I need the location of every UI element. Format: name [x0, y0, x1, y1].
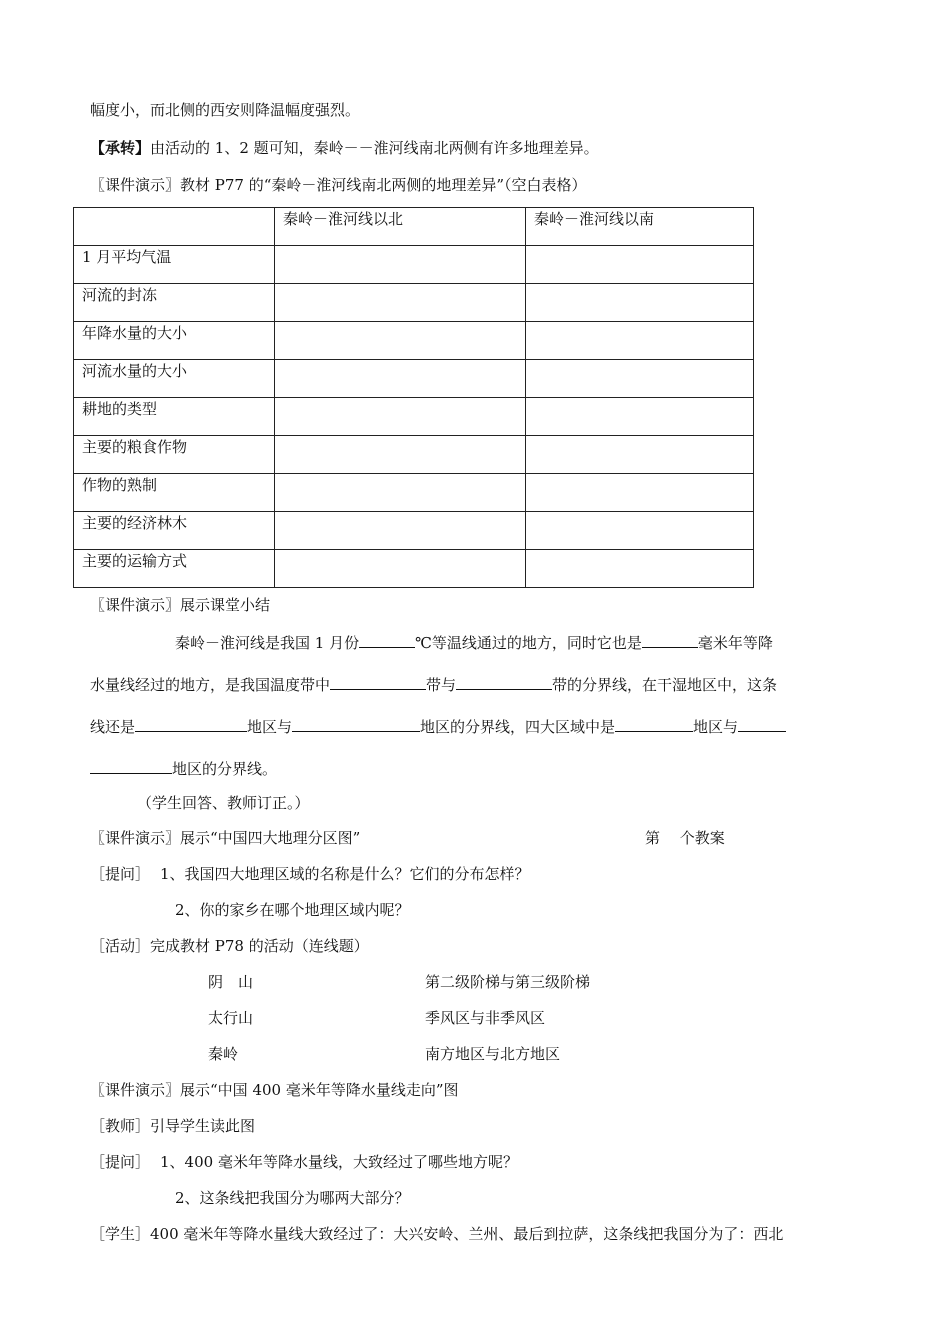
- question-tag: ［提问］: [90, 1153, 151, 1171]
- table-cell: [275, 284, 526, 322]
- table-cell: [526, 474, 754, 512]
- transition-text: 由活动的 1、2 题可知，秦岭－－淮河线南北两侧有许多地理差异。: [150, 139, 599, 157]
- table-row: [74, 398, 754, 436]
- fill-blank[interactable]: [359, 631, 415, 648]
- table-cell: [526, 512, 754, 550]
- fill-blank[interactable]: [738, 715, 786, 732]
- row-label: 主要的运输方式: [74, 550, 275, 588]
- fill-blank[interactable]: [642, 631, 698, 648]
- table-row: [74, 436, 754, 474]
- transition-paragraph: [90, 138, 599, 158]
- question-text: 1、我国四大地理区域的名称是什么？它们的分布怎样？: [160, 865, 530, 883]
- table-cell: [275, 246, 526, 284]
- table-cell: [275, 512, 526, 550]
- table-row: [74, 360, 754, 398]
- match-left-item[interactable]: 阴 山: [208, 973, 254, 991]
- row-label: 1 月平均气温: [74, 246, 275, 284]
- table-row: [74, 550, 754, 588]
- student-answer-note: （学生回答、教师订正。）: [137, 794, 310, 812]
- fill-blank[interactable]: [292, 715, 420, 732]
- table-cell: [526, 322, 754, 360]
- match-left-item[interactable]: 太行山: [208, 1009, 254, 1027]
- question-2-line: 2、你的家乡在哪个地理区域内呢？: [175, 901, 410, 919]
- fill-blank[interactable]: [90, 757, 172, 774]
- fill-blank[interactable]: [456, 673, 552, 690]
- demo-summary-heading: 〖课件演示〗展示课堂小结: [90, 596, 271, 614]
- table-header-cell: 秦岭－淮河线以北: [275, 208, 526, 246]
- table-cell: [526, 398, 754, 436]
- table-cell: [526, 284, 754, 322]
- table-header-row: [74, 208, 754, 246]
- row-label: 河流水量的大小: [74, 360, 275, 398]
- table-cell: [526, 360, 754, 398]
- match-right-item[interactable]: 南方地区与北方地区: [425, 1045, 561, 1063]
- table-row: [74, 474, 754, 512]
- summary-text: 毫米年等降: [697, 634, 773, 652]
- summary-text: 地区与: [693, 718, 739, 736]
- student-line: ［学生］400 毫米年等降水量线大致经过了：大兴安岭、兰州、最后到拉萨，这条线把我国分为了：西北: [90, 1225, 784, 1243]
- match-left-item[interactable]: 秦岭: [208, 1045, 239, 1063]
- table-cell: [526, 436, 754, 474]
- summary-text: 地区的分界线，四大区域中是: [420, 718, 616, 736]
- summary-text: 地区与: [247, 718, 293, 736]
- demo-precipitation-heading: 〖课件演示〗展示“中国 400 毫米年等降水量线走向”图: [90, 1081, 459, 1099]
- summary-line-3: [90, 715, 786, 737]
- table-cell: [275, 360, 526, 398]
- table-cell: [275, 398, 526, 436]
- row-label: 年降水量的大小: [74, 322, 275, 360]
- demo-table-caption: 〖课件演示〗教材 P77 的“秦岭－淮河线南北两侧的地理差异”（空白表格）: [90, 176, 587, 194]
- demo-map-heading: 〖课件演示〗展示“中国四大地理分区图”: [90, 829, 361, 847]
- table-row: [74, 246, 754, 284]
- summary-text: 线还是: [90, 718, 136, 736]
- teacher-line: ［教师］引导学生读此图: [90, 1117, 256, 1135]
- summary-text: 带的分界线，在干湿地区中，这条: [552, 676, 778, 694]
- summary-text: 秦岭－淮河线是我国 1 月份: [175, 634, 360, 652]
- row-label: 主要的经济林木: [74, 512, 275, 550]
- question-text: 1、400 毫米年等降水量线，大致经过了哪些地方呢？: [160, 1153, 518, 1171]
- table-row: [74, 512, 754, 550]
- question-1-line: [90, 864, 530, 884]
- summary-text: 地区的分界线。: [172, 760, 278, 778]
- fill-blank[interactable]: [135, 715, 247, 732]
- match-right-item[interactable]: 第二级阶梯与第三级阶梯: [425, 973, 591, 991]
- summary-line-1: [175, 631, 773, 653]
- question-3-line: [90, 1152, 518, 1172]
- question-4-line: 2、这条线把我国分为哪两大部分？: [175, 1189, 410, 1207]
- row-label: 河流的封冻: [74, 284, 275, 322]
- geo-difference-table: [73, 207, 754, 588]
- table-header-cell: [74, 208, 275, 246]
- summary-text: 水量线经过的地方，是我国温度带中: [90, 676, 331, 694]
- table-cell: [526, 550, 754, 588]
- row-label: 主要的粮食作物: [74, 436, 275, 474]
- match-right-item[interactable]: 季风区与非季风区: [425, 1009, 546, 1027]
- activity-line: ［活动］完成教材 P78 的活动（连线题）: [90, 937, 369, 955]
- text-line-1: 幅度小，而北侧的西安则降温幅度强烈。: [90, 101, 361, 119]
- row-label: 耕地的类型: [74, 398, 275, 436]
- table-header-cell: 秦岭－淮河线以南: [526, 208, 754, 246]
- table-row: [74, 322, 754, 360]
- table-cell: [526, 246, 754, 284]
- table-cell: [275, 322, 526, 360]
- table-cell: [275, 436, 526, 474]
- lesson-number-label: 第 个教案: [645, 829, 725, 847]
- table-row: [74, 284, 754, 322]
- table-cell: [275, 550, 526, 588]
- summary-line-2: [90, 673, 777, 695]
- fill-blank[interactable]: [330, 673, 426, 690]
- transition-tag: 【承转】: [90, 139, 151, 157]
- table-cell: [275, 474, 526, 512]
- summary-text: 带与: [426, 676, 457, 694]
- summary-line-4: [90, 757, 277, 779]
- fill-blank[interactable]: [615, 715, 693, 732]
- summary-text: ℃等温线通过的地方，同时它也是: [415, 634, 642, 652]
- question-tag: ［提问］: [90, 865, 151, 883]
- row-label: 作物的熟制: [74, 474, 275, 512]
